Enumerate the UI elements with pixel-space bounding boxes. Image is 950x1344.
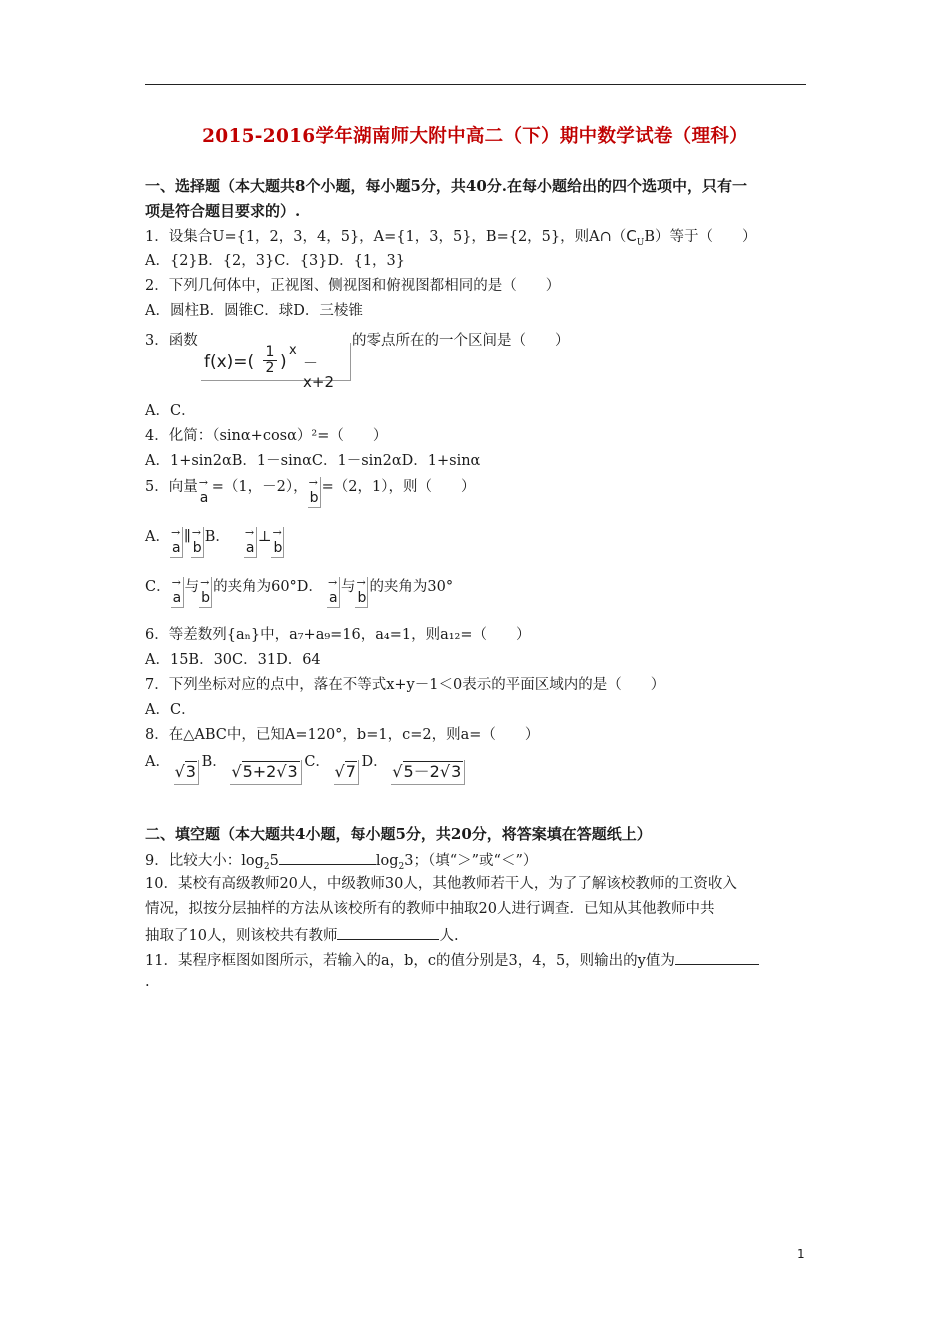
q10-line2: 情况，拟按分层抽样的方法从该校所有的教师中抽取20人进行调查．已知从其他教师中共	[145, 901, 715, 917]
q2-stem: 2．下列几何体中，正视图、侧视图和俯视图都相同的是（ ）	[145, 278, 561, 294]
vector-a: → a	[172, 577, 184, 611]
vector-b: → b	[200, 577, 212, 611]
q3-stem-b: 的零点所在的一个区间是（ ）	[352, 333, 570, 349]
q1-options: A．{2}B．{2，3}C．{3}D．{1，3}	[145, 253, 406, 269]
vector-a: → a	[245, 527, 257, 561]
page-title: 2015-2016学年湖南师大附中高二（下）期中数学试卷（理科）	[202, 126, 748, 147]
sqrt-7: √7	[335, 762, 357, 782]
sqrt-5-plus-2sqrt3: √5+2√3	[231, 762, 299, 782]
q11-line1: 11．某程序框图如图所示，若输入的a，b，c的值分别是3，4，5，则输出的y值为	[145, 949, 759, 971]
q8-stem: 8．在△ABC中，已知A=120°，b=1，c=2，则a=（ ）	[145, 727, 540, 743]
vector-a: → a	[328, 577, 340, 611]
sqrt-5-minus-2sqrt3: √5－2√3	[392, 762, 463, 782]
page-number: 1	[797, 1247, 805, 1261]
q10-answer-blank[interactable]	[337, 924, 439, 940]
header-rule	[145, 84, 806, 85]
vector-a: → a	[171, 527, 183, 561]
vector-arrow-icon: →	[308, 476, 318, 489]
q3-stem-a: 3．函数	[145, 333, 198, 349]
q8-options: A． √3 B． √5+2√3 C． √7 D． √5－2√3	[145, 752, 463, 788]
vector-b: → b	[272, 527, 284, 561]
q5-options-ab: A． → a ∥ → b B． → a ⊥ → b	[145, 527, 285, 563]
q7-stem: 7．下列坐标对应的点中，落在不等式x+y－1＜0表示的平面区域内的是（ ）	[145, 677, 666, 693]
sqrt-3: √3	[175, 762, 197, 782]
q2-options: A．圆柱B．圆锥C．球D．三棱锥	[145, 303, 363, 319]
vector-b: → b	[192, 527, 204, 561]
q6-options: A．15B．30C．31D．64	[145, 652, 321, 668]
q6-stem: 6．等差数列{aₙ}中，a₇+a₉=16，a₄=1，则a₁₂=（ ）	[145, 627, 531, 643]
q11-answer-blank[interactable]	[675, 949, 759, 965]
q3-options: A．C．	[145, 403, 196, 419]
q5-options-cd: C． → a 与 → b 的夹角为60°D． → a 与 → b 的夹角为30°	[145, 577, 453, 613]
q10-line3: 抽取了10人，则该校共有教师 人.	[145, 924, 459, 946]
fraction-one-half: $\frac{1}{2}$	[263, 345, 277, 376]
q9-answer-blank[interactable]	[279, 849, 376, 865]
q10-line1: 10．某校有高级教师20人，中级教师30人，其他教师若干人，为了了解该校教师的工资收入	[145, 876, 737, 892]
q9-stem: 9．比较大小：$\log_25$ $\log_23$；（填“＞”或“＜”）	[145, 849, 537, 877]
vector-b: → b	[309, 477, 321, 511]
complement-symbol: C	[626, 227, 637, 245]
vector-b: → b	[356, 577, 368, 611]
vector-arrow-icon: →	[198, 476, 208, 489]
vector-a: → a	[198, 476, 209, 506]
q1-stem: 1．设集合U={1，2，3，4，5}，A={1，3，5}，B={2，5}，则$A\cap(C_UB)$等于（ ）	[145, 227, 757, 248]
section1-heading: 一、选择题（本大题共8个小题，每小题5分，共40分.在每小题给出的四个选项中，只有一	[145, 177, 747, 195]
q5-stem: 5．向量 → a =（1，－2）， → b =（2，1），则（ ）	[145, 477, 475, 513]
q11-line2: .	[145, 974, 150, 990]
q4-stem: 4．化简：（sinα+cosα）²=（ ）	[145, 428, 388, 444]
q4-options: A．1+sin2αB．1－sinαC．1－sin2αD．1+sinα	[145, 453, 481, 469]
q3-formula: f(x)=( $\frac{1}{2}$ ) x － x+2	[201, 343, 350, 380]
section1-heading-cont: 项是符合题目要求的）.	[145, 202, 301, 220]
section2-heading: 二、填空题（本大题共4小题，每小题5分，共20分，将答案填在答题纸上）	[145, 825, 652, 843]
q7-options: A．C．	[145, 702, 196, 718]
